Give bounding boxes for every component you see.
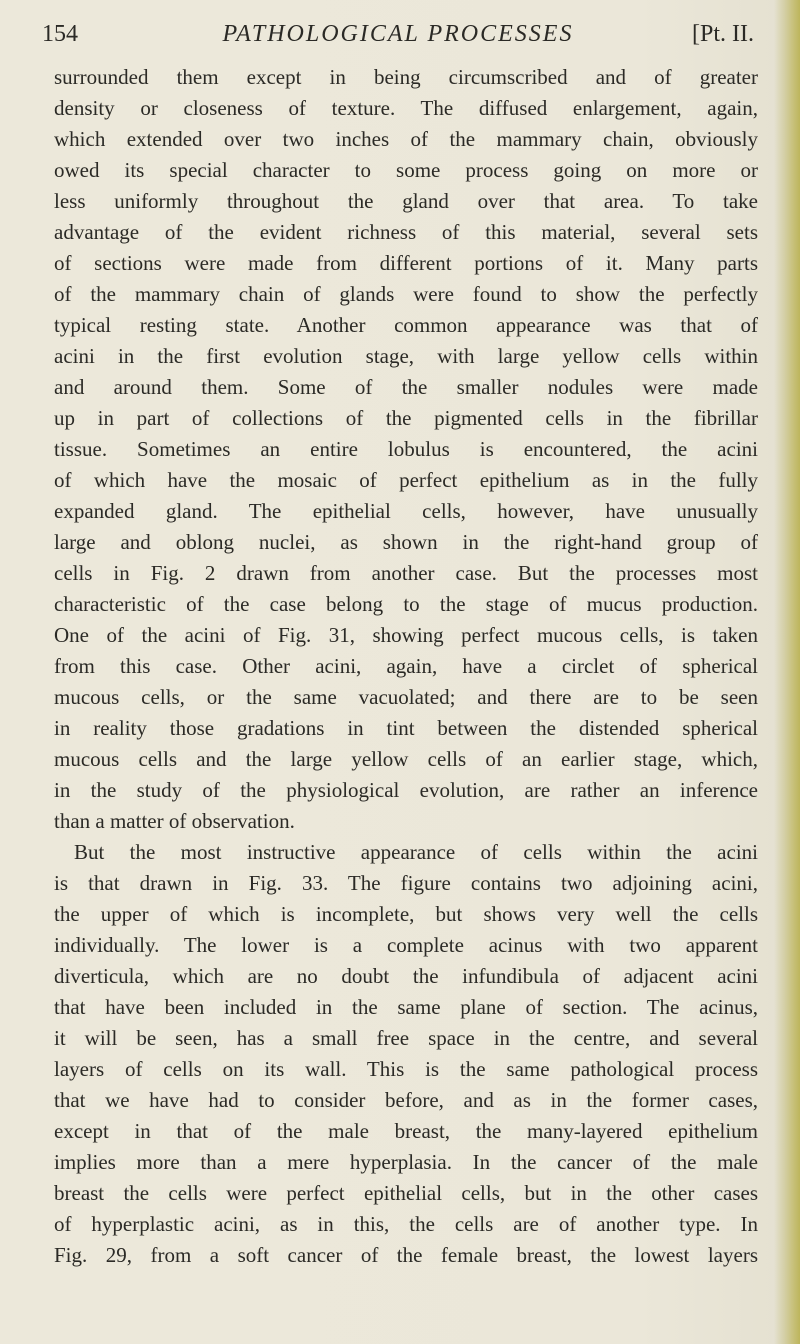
text-line: of the mammary chain of glands were found to show the perfectly (54, 282, 758, 306)
paragraph-2 (54, 837, 758, 1271)
running-title: PATHOLOGICAL PROCESSES (222, 21, 574, 47)
text-line: than a matter of observation. (54, 809, 295, 833)
page-edge (774, 0, 800, 1344)
text-line: less uniformly throughout the gland over that area. To take (54, 189, 758, 213)
text-line: of sections were made from different portions of it. Many parts (54, 251, 758, 275)
text-line: characteristic of the case belong to the stage of mucus production. (54, 592, 758, 616)
text-line: the upper of which is incomplete, but shows very well the cells (54, 902, 758, 926)
text-line: diverticula, which are no doubt the infundibula of adjacent acini (54, 964, 758, 988)
text-line: of hyperplastic acini, as in this, the cells are of another type. In (54, 1212, 758, 1236)
page-number: 154 (42, 21, 78, 47)
text-line: advantage of the evident richness of this material, several sets (54, 220, 758, 244)
text-line: that have been included in the same plane of section. The acinus, (54, 995, 758, 1019)
text-line: individually. The lower is a complete acinus with two apparent (54, 933, 758, 957)
text-line: of which have the mosaic of perfect epithelium as in the fully (54, 468, 758, 492)
text-line: is that drawn in Fig. 33. The figure contains two adjoining acini, (54, 871, 758, 895)
text-line: tissue. Sometimes an entire lobulus is encountered, the acini (54, 437, 758, 461)
text-line: it will be seen, has a small free space in the centre, and several (54, 1026, 758, 1050)
text-line: surrounded them except in being circumscribed and of greater (54, 65, 758, 89)
paragraph-1 (54, 62, 758, 837)
text-line: density or closeness of texture. The diffused enlargement, again, (54, 96, 758, 120)
body-text (54, 62, 758, 1271)
part-label: [Pt. II. (692, 21, 754, 47)
text-line: typical resting state. Another common appearance was that of (54, 313, 758, 337)
text-line: in reality those gradations in tint between the distended spherical (54, 716, 758, 740)
running-header (42, 14, 754, 54)
text-line: in the study of the physiological evolution, are rather an inference (54, 778, 758, 802)
text-line: One of the acini of Fig. 31, showing perfect mucous cells, is taken (54, 623, 758, 647)
text-line: acini in the first evolution stage, with large yellow cells within (54, 344, 758, 368)
text-line: But the most instructive appearance of cells within the acini (74, 840, 758, 864)
text-line: except in that of the male breast, the many-layered epithelium (54, 1119, 758, 1143)
text-line: and around them. Some of the smaller nodules were made (54, 375, 758, 399)
text-line: expanded gland. The epithelial cells, however, have unusually (54, 499, 758, 523)
text-line: which extended over two inches of the mammary chain, obviously (54, 127, 758, 151)
text-line: owed its special character to some process going on more or (54, 158, 758, 182)
text-line: Fig. 29, from a soft cancer of the female breast, the lowest layers (54, 1243, 758, 1267)
text-line: that we have had to consider before, and as in the former cases, (54, 1088, 758, 1112)
text-line: implies more than a mere hyperplasia. In the cancer of the male (54, 1150, 758, 1174)
text-line: mucous cells and the large yellow cells of an earlier stage, which, (54, 747, 758, 771)
text-line: up in part of collections of the pigmented cells in the fibrillar (54, 406, 758, 430)
text-line: from this case. Other acini, again, have a circlet of spherical (54, 654, 758, 678)
text-line: cells in Fig. 2 drawn from another case. But the processes most (54, 561, 758, 585)
text-line: large and oblong nuclei, as shown in the right-hand group of (54, 530, 758, 554)
text-line: mucous cells, or the same vacuolated; and there are to be seen (54, 685, 758, 709)
text-line: layers of cells on its wall. This is the same pathological process (54, 1057, 758, 1081)
text-line: breast the cells were perfect epithelial cells, but in the other cases (54, 1181, 758, 1205)
